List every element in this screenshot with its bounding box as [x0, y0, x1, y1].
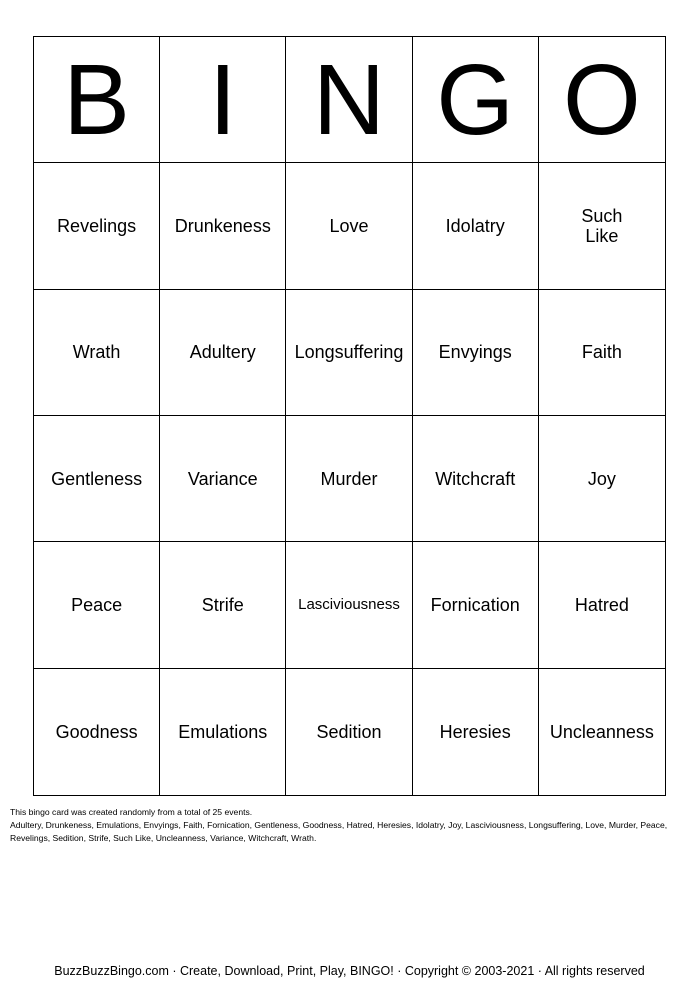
bingo-cell: Envyings: [413, 290, 539, 416]
header-letter-n: N: [286, 37, 412, 163]
bingo-cell: Witchcraft: [413, 416, 539, 542]
bingo-cell: Sedition: [286, 669, 412, 795]
bingo-cell: Peace: [34, 542, 160, 668]
bingo-cell: Strife: [160, 542, 286, 668]
bingo-cell: Such Like: [539, 163, 665, 289]
bingo-cell: Love: [286, 163, 412, 289]
header-letter-g: G: [413, 37, 539, 163]
bingo-cell: Wrath: [34, 290, 160, 416]
bingo-cell: Gentleness: [34, 416, 160, 542]
bingo-cell: Fornication: [413, 542, 539, 668]
bingo-card: [33, 36, 666, 796]
events-list: Adultery, Drunkeness, Emulations, Envyings, Faith, Fornication, Gentleness, Goodness, Hatred, Heresies, Idolatry, Joy, Lasciviousness, Longsuffering, Love, Murder, Peace, Revelings, Sedition, Strife, Such Like, Uncleanness, Variance, Witchcraft, Wrath.: [10, 820, 668, 843]
bingo-cell: Goodness: [34, 669, 160, 795]
bingo-cell: Variance: [160, 416, 286, 542]
bingo-cell: Hatred: [539, 542, 665, 668]
header-letter-b: B: [34, 37, 160, 163]
footer-copyright: BuzzBuzzBingo.com · Create, Download, Print, Play, BINGO! · Copyright © 2003-2021 · All rights reserved: [54, 964, 645, 978]
bingo-cell: Idolatry: [413, 163, 539, 289]
card-info: [10, 806, 690, 845]
bingo-cell: Drunkeness: [160, 163, 286, 289]
header-letter-o: O: [539, 37, 665, 163]
bingo-cell: Adultery: [160, 290, 286, 416]
header-letter-i: I: [160, 37, 286, 163]
bingo-cell: Heresies: [413, 669, 539, 795]
bingo-cell: Joy: [539, 416, 665, 542]
bingo-cell: Lasciviousness: [286, 542, 412, 668]
bingo-cell: Emulations: [160, 669, 286, 795]
bingo-cell: Faith: [539, 290, 665, 416]
bingo-cell: Murder: [286, 416, 412, 542]
created-note: This bingo card was created randomly from a total of 25 events.: [10, 807, 253, 817]
bingo-cell: Revelings: [34, 163, 160, 289]
bingo-cell: Longsuffering: [286, 290, 412, 416]
bingo-cell: Uncleanness: [549, 721, 654, 742]
